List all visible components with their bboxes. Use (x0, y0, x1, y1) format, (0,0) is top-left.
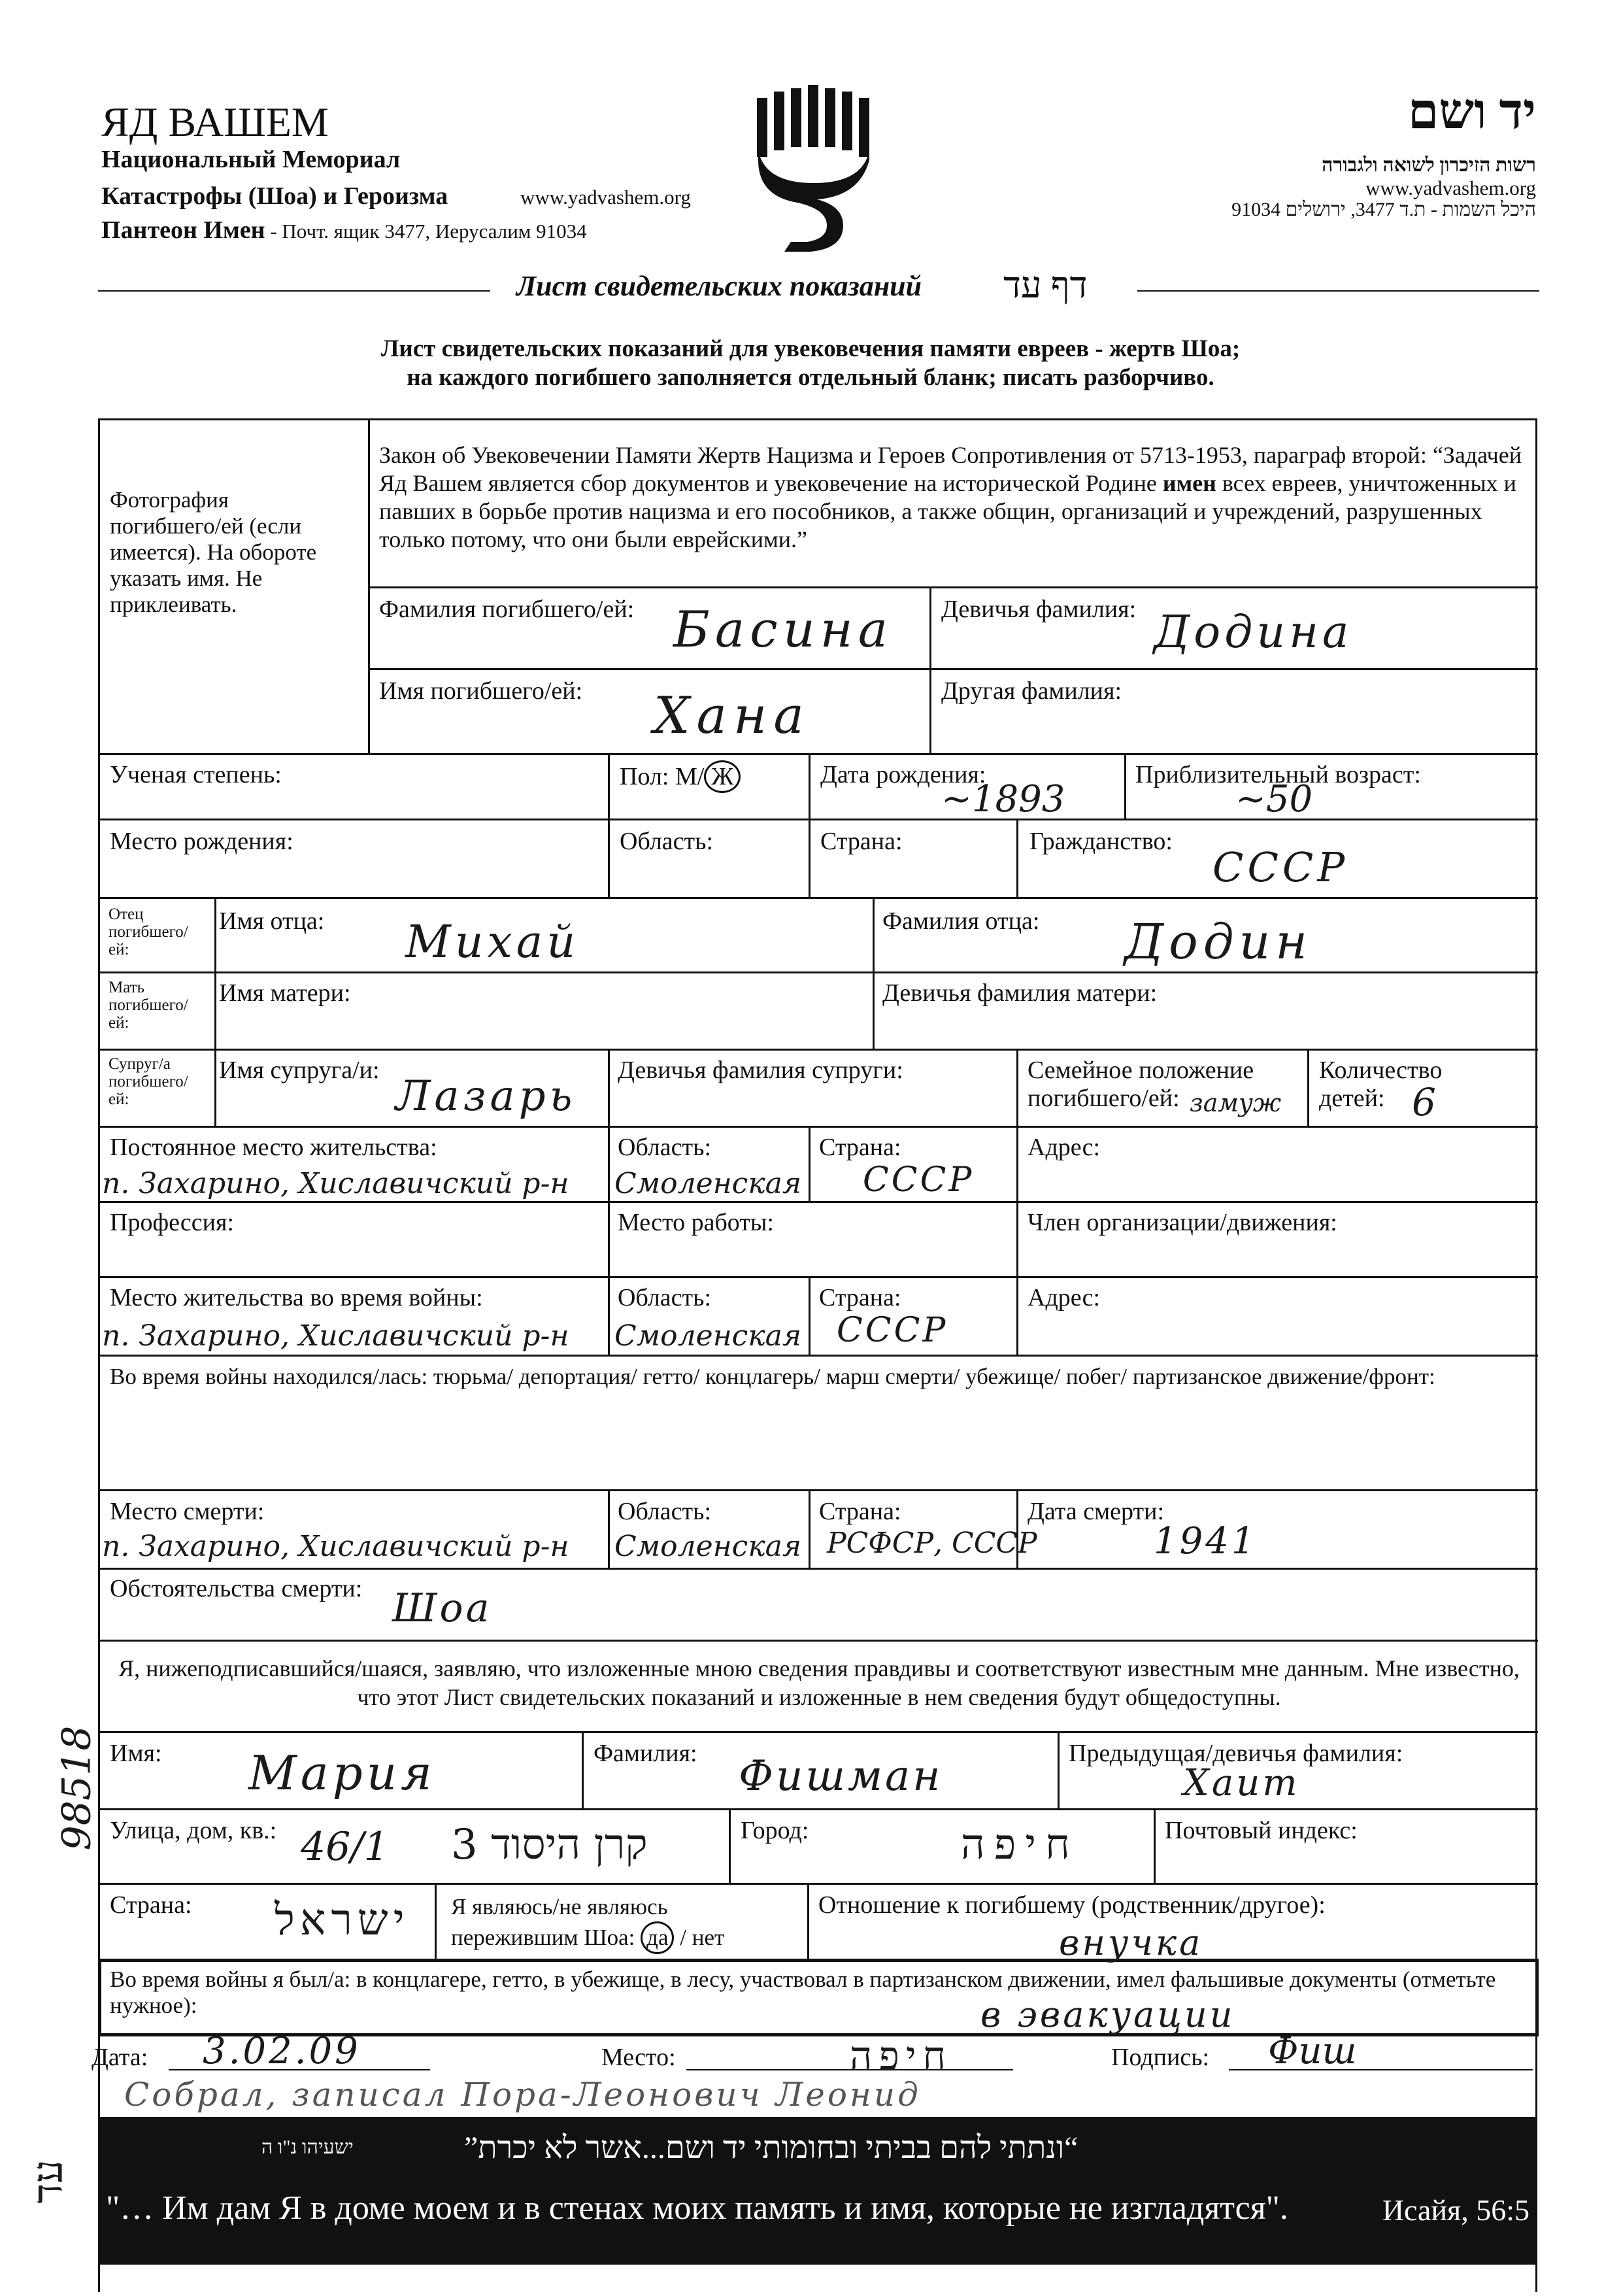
street-number-value[interactable]: 46/1 (301, 1824, 389, 1870)
death-date-value[interactable]: 1941 (1154, 1520, 1258, 1562)
war-country-value[interactable]: СССР (837, 1311, 948, 1350)
degree-label: Ученая степень: (110, 761, 282, 788)
city-label: Город: (741, 1817, 809, 1844)
birth-region-label: Область: (620, 828, 714, 855)
submitter-wartime-label: Во время войны я был/а: в концлагере, гетто, в убежище, в лесу, участвовал в партизанском движении, имел фальшивые документы (отметьте нужное): (110, 1967, 1496, 2018)
mother-maiden-label: Девичья фамилия матери: (882, 979, 1158, 1007)
spouse-side-label: Супруг/а погибшего/ей: (109, 1055, 188, 1108)
birthplace-label: Место рождения: (110, 828, 293, 855)
survivor-no[interactable]: / нет (680, 1925, 725, 1950)
death-region-value[interactable]: Смоленская (614, 1530, 801, 1563)
submitter-surname-value[interactable]: Фишман (739, 1752, 943, 1800)
father-side-label: Отец погибшего/ей: (109, 905, 188, 958)
footer-place-value[interactable]: חיפה (850, 2033, 953, 2079)
law-text (379, 441, 1529, 554)
organization-label: Член организации/движения: (1028, 1209, 1337, 1236)
header-he-line-3: היכל השמות - ת.ד 3477, ירושלים 91034 (1231, 199, 1536, 220)
survivor-label-2-row (451, 1921, 724, 1954)
header-he-line-1: רשות הזיכרון לשואה ולגבורה (1322, 154, 1536, 176)
submitter-country-value[interactable]: ישראל (275, 1895, 410, 1945)
website-left: www.yadvashem.org (520, 186, 691, 209)
banner-ref-he: ישעיהו נ"ו ה (261, 2136, 354, 2158)
relation-value[interactable]: внучка (1059, 1922, 1203, 1963)
banner-ref-ru: Исайя, 56:5 (1382, 2193, 1529, 2227)
photo-instructions: Фотография погибшего/ей (если имеется). На обороте указать имя. Не приклеивать. (110, 487, 317, 617)
footer-date-label: Дата: (92, 2044, 148, 2071)
workplace-label: Место работы: (618, 1209, 774, 1236)
war-residence-value[interactable]: п. Захарино, Хиславичский р-н (102, 1319, 569, 1353)
submitter-prev-surname-value[interactable]: Хаит (1183, 1762, 1300, 1804)
submitter-name-value[interactable]: Мария (248, 1746, 436, 1800)
survivor-label-2: пережившим Шоа: (451, 1925, 635, 1950)
pantheon-address: - Почт. ящик 3477, Иерусалим 91034 (265, 220, 587, 243)
death-place-label: Место смерти: (110, 1498, 265, 1525)
death-country-label: Страна: (819, 1498, 901, 1525)
sex-label (620, 760, 741, 793)
form-title-ru: Лист свидетельских показаний (516, 270, 922, 302)
children-value[interactable]: 6 (1412, 1080, 1436, 1124)
marital-status-value[interactable]: замуж (1190, 1089, 1282, 1117)
war-region-value[interactable]: Смоленская (614, 1319, 801, 1353)
victim-surname-value[interactable]: Басина (673, 600, 894, 658)
father-name-value[interactable]: Михай (405, 917, 580, 968)
signature-value[interactable]: Фиш (1268, 2030, 1357, 2072)
perm-country-label: Страна: (819, 1134, 901, 1161)
spouse-name-label: Имя супруга/и: (219, 1056, 380, 1084)
war-residence-label: Место жительства во время войны: (110, 1284, 483, 1311)
war-region-label: Область: (618, 1284, 712, 1311)
death-circumstances-value[interactable]: Шоа (392, 1585, 492, 1631)
law-text-part-1: Закон об Увековечении Памяти Жертв Нацизма и Героев Сопротивления от 5713-1953, параграф второй: “Задачей Яд Вашем является сбор документов и увековечение на исторической Родине (379, 442, 1522, 496)
survivor-label-1: Я являюсь/не являюсь (451, 1894, 668, 1919)
survivor-yes-circled[interactable]: да (641, 1921, 674, 1954)
birth-date-value[interactable]: ~1893 (941, 778, 1065, 820)
approx-age-value[interactable]: ~50 (1235, 778, 1313, 820)
death-region-label: Область: (618, 1498, 712, 1525)
approx-age-label: Приблизительный возраст: (1135, 761, 1421, 788)
maiden-name-value[interactable]: Додина (1154, 607, 1353, 658)
submitter-name-label: Имя: (110, 1740, 162, 1767)
margin-he-note: עד (24, 2159, 73, 2204)
death-date-label: Дата смерти: (1028, 1498, 1165, 1525)
intro-line-1: Лист свидетельских показаний для увековечения памяти евреев - жертв Шоа; (380, 335, 1241, 362)
father-name-label: Имя отца: (219, 907, 325, 935)
city-value[interactable]: חיפה (961, 1821, 1079, 1869)
marital-status-label-1: Семейное положение (1028, 1056, 1254, 1084)
spouse-name-value[interactable]: Лазарь (395, 1072, 577, 1121)
sex-label-text: Пол: М/ (620, 763, 705, 790)
banner-quote-he: “ונתתי להם בביתי ובחומותי יד ושם...אשר לא יכרת” (464, 2131, 1078, 2165)
org-name-he: יד ושם (1407, 84, 1536, 139)
perm-residence-label: Постоянное место жительства: (110, 1134, 437, 1161)
spouse-maiden-label: Девичья фамилия супруги: (618, 1056, 903, 1084)
victim-surname-label: Фамилия погибшего/ей: (379, 596, 635, 623)
street-name-value[interactable]: קרן היסוד 3 (451, 1821, 648, 1869)
declaration-text: Я, нижеподписавшийся/шаяся, заявляю, что изложенные мною сведения правдивы и соответствуют известным мне данным. Мне известно, что этот Лист свидетельских показаний и изложенные в нем сведения будут общедоступны. (118, 1655, 1520, 1710)
footer-place-label: Место: (601, 2044, 676, 2071)
marital-status-label-2: погибшего/ей: (1028, 1085, 1180, 1112)
mother-name-label: Имя матери: (219, 979, 351, 1007)
perm-country-value[interactable]: СССР (863, 1160, 975, 1200)
perm-region-value[interactable]: Смоленская (614, 1167, 801, 1200)
law-text-part-2: всех евреев, уничтоженных и павших в борьбе против нацизма и его пособников, а также общин, организаций и учреждений, разрушенных только потому, что они были еврейскими.” (379, 470, 1516, 552)
death-place-value[interactable]: п. Захарино, Хиславичский р-н (102, 1530, 569, 1563)
mother-side-label: Мать погибшего/ей: (109, 979, 188, 1032)
yad-vashem-logo (745, 85, 882, 255)
street-label: Улица, дом, кв.: (110, 1817, 277, 1844)
victim-name-value[interactable]: Хана (654, 686, 811, 745)
father-surname-value[interactable]: Додин (1124, 914, 1313, 970)
banner-quote-ru: "… Им дам Я в доме моем и в стенах моих память и имя, которые не изгладятся". (106, 2189, 1288, 2227)
title-rule-right (1137, 290, 1539, 292)
form-title-he: דף עד (1003, 265, 1088, 306)
law-text-bold: имен (1162, 470, 1216, 496)
perm-region-label: Область: (618, 1134, 712, 1161)
perm-residence-value[interactable]: п. Захарино, Хиславичский р-н (102, 1167, 569, 1200)
death-country-value[interactable]: РСФСР, СССР (827, 1527, 1037, 1560)
citizenship-label: Гражданство: (1029, 828, 1173, 855)
other-surname-label: Другая фамилия: (941, 677, 1122, 705)
citizenship-value[interactable]: СССР (1212, 843, 1349, 891)
pantheon-label: Пантеон Имен (101, 216, 265, 244)
header-line-2: Катастрофы (Шоа) и Героизма (101, 182, 448, 210)
birth-country-label: Страна: (820, 828, 903, 855)
maiden-name-label: Девичья фамилия: (941, 596, 1137, 623)
margin-number: 98518 (54, 1725, 100, 1851)
perm-address-label: Адрес: (1028, 1134, 1101, 1161)
org-name-ru: ЯД ВАШЕМ (101, 99, 329, 145)
website-right: www.yadvashem.org (1365, 177, 1536, 199)
signature-label: Подпись: (1111, 2044, 1210, 2071)
children-label-1: Количество (1319, 1056, 1443, 1084)
death-circumstances-label: Обстоятельства смерти: (110, 1575, 363, 1602)
relation-label: Отношение к погибшему (родственник/другое): (818, 1891, 1326, 1919)
header-line-3 (101, 216, 587, 245)
father-surname-label: Фамилия отца: (882, 907, 1040, 935)
zip-label: Почтовый индекс: (1165, 1817, 1358, 1844)
intro-line-2: на каждого погибшего заполняется отдельный бланк; писать разборчиво. (407, 364, 1214, 391)
profession-label: Профессия: (110, 1209, 234, 1236)
war-address-label: Адрес: (1028, 1284, 1101, 1311)
submitter-wartime-value[interactable]: в эвакуации (980, 1994, 1235, 2035)
collector-note: Собрал, записал Пора-Леонович Леонид (124, 2076, 921, 2114)
children-label-2: детей: (1319, 1085, 1385, 1112)
submitter-prev-surname-label: Предыдущая/девичья фамилия: (1069, 1740, 1403, 1767)
during-war-label: Во время войны находился/лась: тюрьма/ депортация/ гетто/ концлагерь/ марш смерти/ убежище/ побег/ партизанское движение/фронт: (110, 1364, 1435, 1389)
submitter-surname-label: Фамилия: (593, 1740, 697, 1767)
quote-banner (98, 2117, 1537, 2265)
submitter-country-label: Страна: (110, 1891, 192, 1919)
footer-date-value[interactable]: 3.02.09 (203, 2030, 361, 2072)
sex-female-circled[interactable]: Ж (704, 760, 741, 793)
victim-name-label: Имя погибшего/ей: (379, 677, 583, 705)
header-line-1: Национальный Мемориал (101, 146, 401, 173)
title-rule-left (98, 290, 490, 292)
birth-date-label: Дата рождения: (820, 761, 986, 788)
survivor-question (451, 1893, 724, 1954)
war-country-label: Страна: (819, 1284, 901, 1311)
